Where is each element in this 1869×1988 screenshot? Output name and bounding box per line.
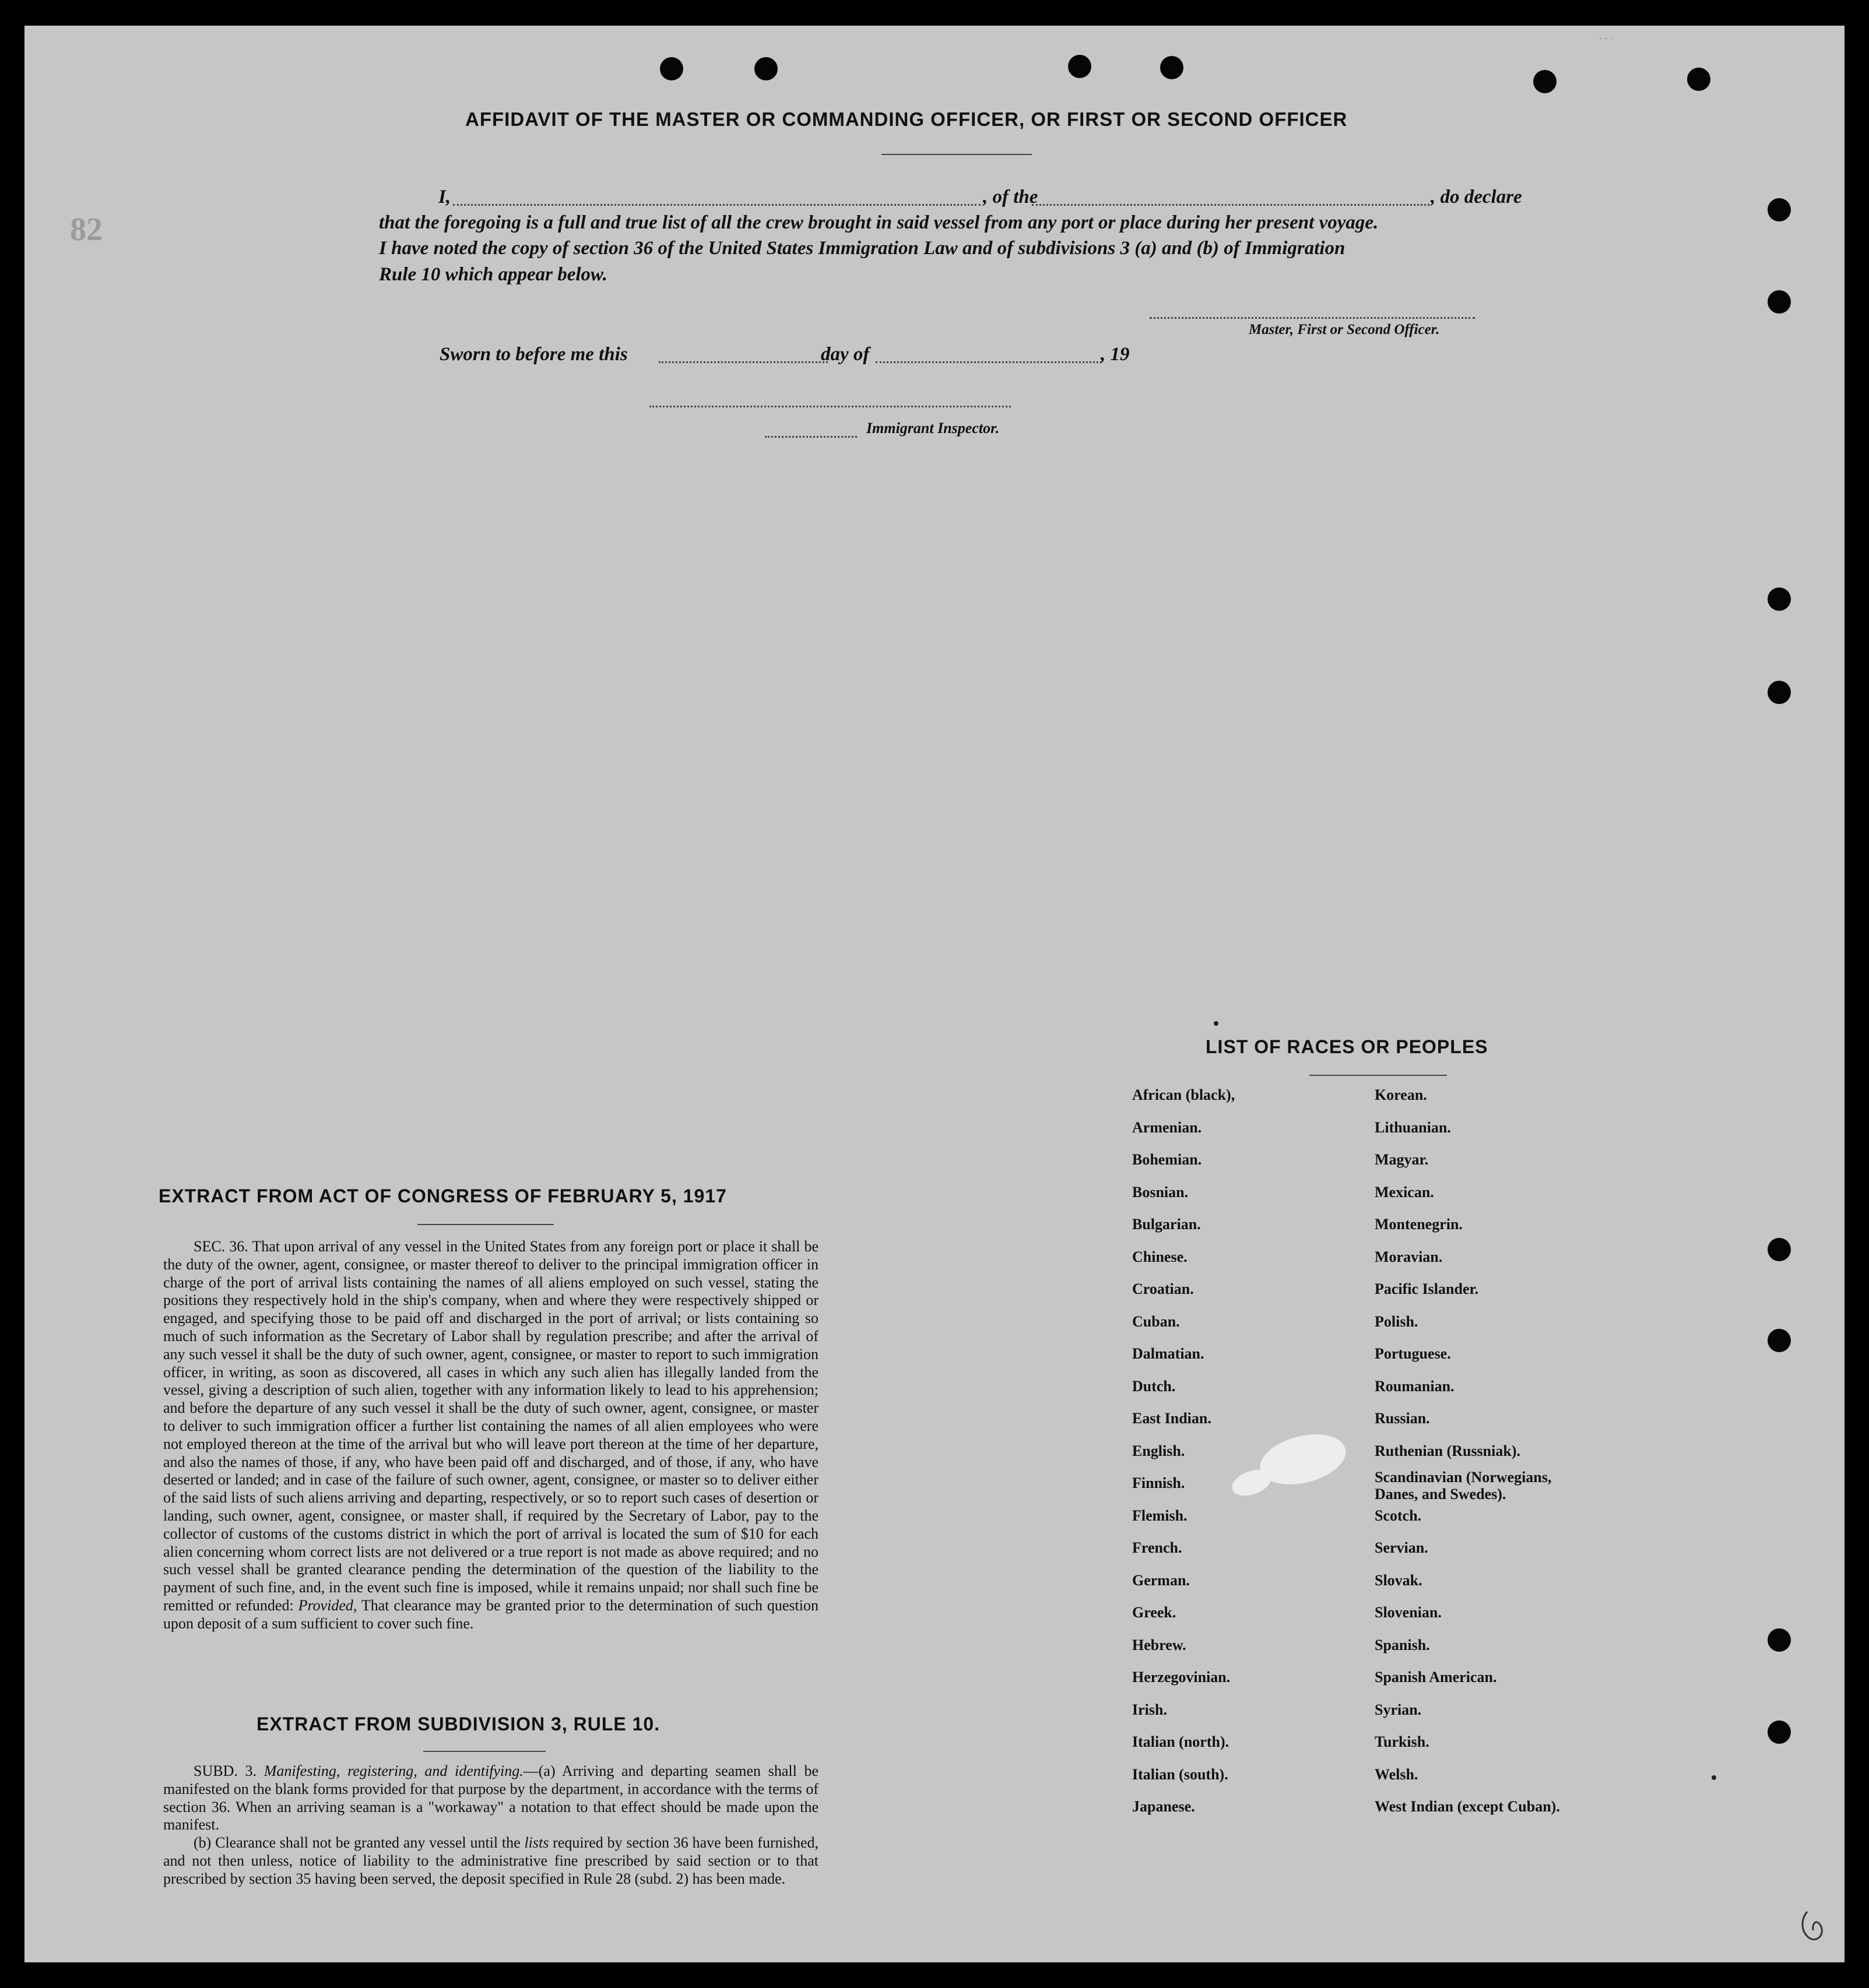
rule-heading: EXTRACT FROM SUBDIVISION 3, RULE 10. — [257, 1713, 661, 1734]
section-label: SEC. 36. — [194, 1238, 248, 1255]
race-item: Italian (south). — [1132, 1765, 1228, 1783]
sworn-day-of: day of — [821, 344, 870, 365]
subd-a-text: —(a) Arriving and departing seamen shall be manifested on the blank forms provided for that purpose by the department, in accordance with the terms of section 36. When an arriving seaman is a "workaway" a notation to that effect should be made upon the manifest. — [163, 1762, 819, 1834]
section-36-text — [163, 1238, 818, 1633]
race-item: Armenian. — [1132, 1118, 1202, 1136]
pencil-mark-icon — [1796, 1907, 1831, 1948]
race-item: West Indian (except Cuban). — [1375, 1798, 1560, 1815]
affidavit-i-label: I, — [438, 187, 451, 207]
race-item: Bohemian. — [1132, 1151, 1202, 1168]
subd-b-text-2: required by section 36 have been furnished, and not then unless, notice of liability to the administrative fine prescribed by said section or to that prescribed by section 35 having been served, the deposit specified in Rule 28 (subd. 2) has been made. — [163, 1834, 818, 1887]
subd-b-lists: lists — [524, 1834, 549, 1852]
affidavit-of-the: , of the — [983, 187, 1038, 207]
punch-hole-icon — [1768, 681, 1791, 704]
punch-hole-icon — [1768, 290, 1791, 314]
race-item: Ruthenian (Russniak). — [1375, 1442, 1520, 1459]
races-divider — [1309, 1075, 1447, 1076]
punch-hole-icon — [1768, 587, 1791, 611]
affidavit-line-3: Rule 10 which appear below. — [379, 264, 608, 285]
race-item: Finnish. — [1132, 1475, 1185, 1491]
race-item: Lithuanian. — [1375, 1118, 1451, 1136]
stray-ink-dot — [1712, 1775, 1716, 1780]
sworn-month-line — [876, 361, 1102, 363]
race-item: German. — [1132, 1571, 1190, 1589]
race-item: Scandinavian (Norwegians, Danes, and Swedes). — [1375, 1469, 1552, 1503]
punch-hole-icon — [1768, 1238, 1791, 1261]
provided-word: Provided, — [298, 1596, 357, 1614]
race-item: Spanish American. — [1375, 1669, 1497, 1686]
race-item: Slovenian. — [1375, 1604, 1442, 1621]
rule-divider — [423, 1751, 546, 1752]
punch-hole-icon — [1768, 198, 1791, 221]
show-through-dots: · · · — [1599, 33, 1615, 44]
race-item: Italian (north). — [1132, 1733, 1229, 1750]
race-item: Roumanian. — [1375, 1377, 1455, 1395]
race-item: Turkish. — [1375, 1733, 1429, 1750]
race-item: Russian. — [1375, 1410, 1430, 1427]
race-item: Herzegovinian. — [1132, 1669, 1231, 1686]
affidavit-do-declare: , do declare — [1431, 187, 1522, 207]
race-item: Mexican. — [1375, 1183, 1434, 1201]
punch-hole-icon — [1687, 68, 1710, 91]
race-item: Dutch. — [1132, 1377, 1176, 1395]
punch-hole-icon — [1160, 56, 1183, 79]
race-item: Spanish. — [1375, 1636, 1430, 1653]
show-through-number: 82 — [70, 212, 103, 248]
race-item: Irish. — [1132, 1701, 1167, 1718]
race-item: Dalmatian. — [1132, 1345, 1204, 1362]
subd-title: Manifesting, registering, and identifying. — [264, 1762, 524, 1779]
race-item: Japanese. — [1132, 1798, 1195, 1815]
punch-hole-icon — [754, 57, 778, 80]
race-item: Magyar. — [1375, 1151, 1429, 1168]
race-item: Greek. — [1132, 1604, 1176, 1621]
race-item: Portuguese. — [1375, 1345, 1451, 1362]
race-item: Servian. — [1375, 1539, 1428, 1556]
master-signature-line — [1150, 317, 1475, 319]
inspector-caption: Immigrant Inspector. — [866, 420, 1000, 437]
race-item: Croatian. — [1132, 1280, 1194, 1297]
race-item: French. — [1132, 1539, 1182, 1556]
races-heading: LIST OF RACES OR PEOPLES — [1206, 1036, 1488, 1057]
punch-hole-icon — [1068, 55, 1091, 78]
name-blank-line — [453, 204, 981, 206]
master-caption: Master, First or Second Officer. — [1249, 322, 1440, 337]
punch-hole-icon — [1768, 1329, 1791, 1352]
affidavit-divider — [881, 154, 1032, 155]
race-item: Hebrew. — [1132, 1636, 1186, 1653]
subd-b-text-1: (b) Clearance shall not be granted any vessel until the — [194, 1834, 525, 1852]
affidavit-line-1: that the foregoing is a full and true list of all the crew brought in said vessel from any port or place during her present voyage. — [379, 212, 1379, 233]
stray-ink-dot — [1214, 1021, 1218, 1026]
race-item: Syrian. — [1375, 1701, 1422, 1718]
sworn-day-line — [659, 361, 828, 363]
race-item: African (black), — [1132, 1086, 1235, 1103]
race-item: Chinese. — [1132, 1248, 1188, 1265]
sworn-year: , 19 — [1101, 344, 1130, 365]
race-item: Montenegrin. — [1375, 1216, 1463, 1233]
section-text-b: That clearance may be granted prior to the determination of such question upon deposit of a sum sufficient to cover such fine. — [163, 1596, 818, 1632]
vessel-blank-line — [1032, 204, 1429, 206]
punch-hole-icon — [1768, 1720, 1791, 1744]
subdivision-3-text — [163, 1762, 818, 1888]
sworn-text: Sworn to before me this — [440, 344, 628, 365]
act-divider — [417, 1224, 554, 1225]
race-item: English. — [1132, 1442, 1185, 1459]
race-item: Slovak. — [1375, 1571, 1422, 1589]
document-page — [24, 26, 1845, 1962]
race-item: Korean. — [1375, 1086, 1427, 1103]
race-item: Flemish. — [1132, 1507, 1188, 1524]
inspector-short-line — [765, 436, 857, 438]
affidavit-line-2: I have noted the copy of section 36 of the United States Immigration Law and of subdivisions 3 (a) and (b) of Immigration — [379, 238, 1345, 259]
subd-label: SUBD. 3. — [194, 1762, 257, 1779]
race-item: Cuban. — [1132, 1313, 1180, 1330]
punch-hole-icon — [1768, 1628, 1791, 1652]
affidavit-heading: AFFIDAVIT OF THE MASTER OR COMMANDING OFFICER, OR FIRST OR SECOND OFFICER — [465, 108, 1348, 130]
section-text-a: That upon arrival of any vessel in the United States from any foreign port or place it shall be the duty of the owner, agent, consignee, or master thereof to deliver to the principal immigration officer in charge of the port of arrival lists containing the names of all aliens employed on such vessel, stating the positions they respectively hold in the ship's company, when and where they were respectively shipped or engaged, and specifying those to be paid off and discharged in the port of arrival; or lists containing so much of such information as the Secretary of Labor shall by regulation prescribe; and after the arrival of any such vessel it shall be the duty of such owner, agent, consignee, or master to report to such immigration officer, in writing, as soon as discovered, all cases in which any such alien has illegally landed from the vessel, giving a description of such alien, together with any information likely to lead to his apprehension; and before the departure of any such vessel it shall be the duty of such owner, agent, consignee, or master to deliver to such immigration officer a further list containing the names of all alien employees who were not employed thereon at the time of the arrival but who will leave port thereon at the time of her departure, and also the names of those, if any, who have been paid off and discharged, and of those, if any, who have deserted or landed; and in case of the failure of such owner, agent, consignee, or master so to deliver either of the said lists of such aliens arriving and departing, respectively, or so to report such cases of desertion or landing, such owner, agent, consignee, or master shall, if required by the Secretary of Labor, pay to the collector of customs of the customs district in which the port of arrival is located the sum of $10 for each alien concerning whom correct lists are not delivered or a true report is not made as above required; and no such vessel shall be granted clearance pending the determination of the question of the liability to the payment of such fine, and, in the event such fine is imposed, while it remains unpaid; nor shall such fine be remitted or refunded: — [163, 1238, 818, 1614]
race-item: Scotch. — [1375, 1507, 1422, 1524]
race-item: Moravian. — [1375, 1248, 1443, 1265]
race-item: Bulgarian. — [1132, 1216, 1201, 1233]
race-item: Polish. — [1375, 1313, 1418, 1330]
race-item: Welsh. — [1375, 1765, 1418, 1783]
act-heading: EXTRACT FROM ACT OF CONGRESS OF FEBRUARY 5, 1917 — [159, 1185, 727, 1206]
punch-hole-icon — [1533, 70, 1557, 93]
race-item: East Indian. — [1132, 1410, 1211, 1427]
race-item: Bosnian. — [1132, 1183, 1189, 1201]
race-item: Pacific Islander. — [1375, 1280, 1479, 1297]
punch-hole-icon — [660, 57, 683, 80]
inspector-signature-line — [649, 406, 1011, 407]
